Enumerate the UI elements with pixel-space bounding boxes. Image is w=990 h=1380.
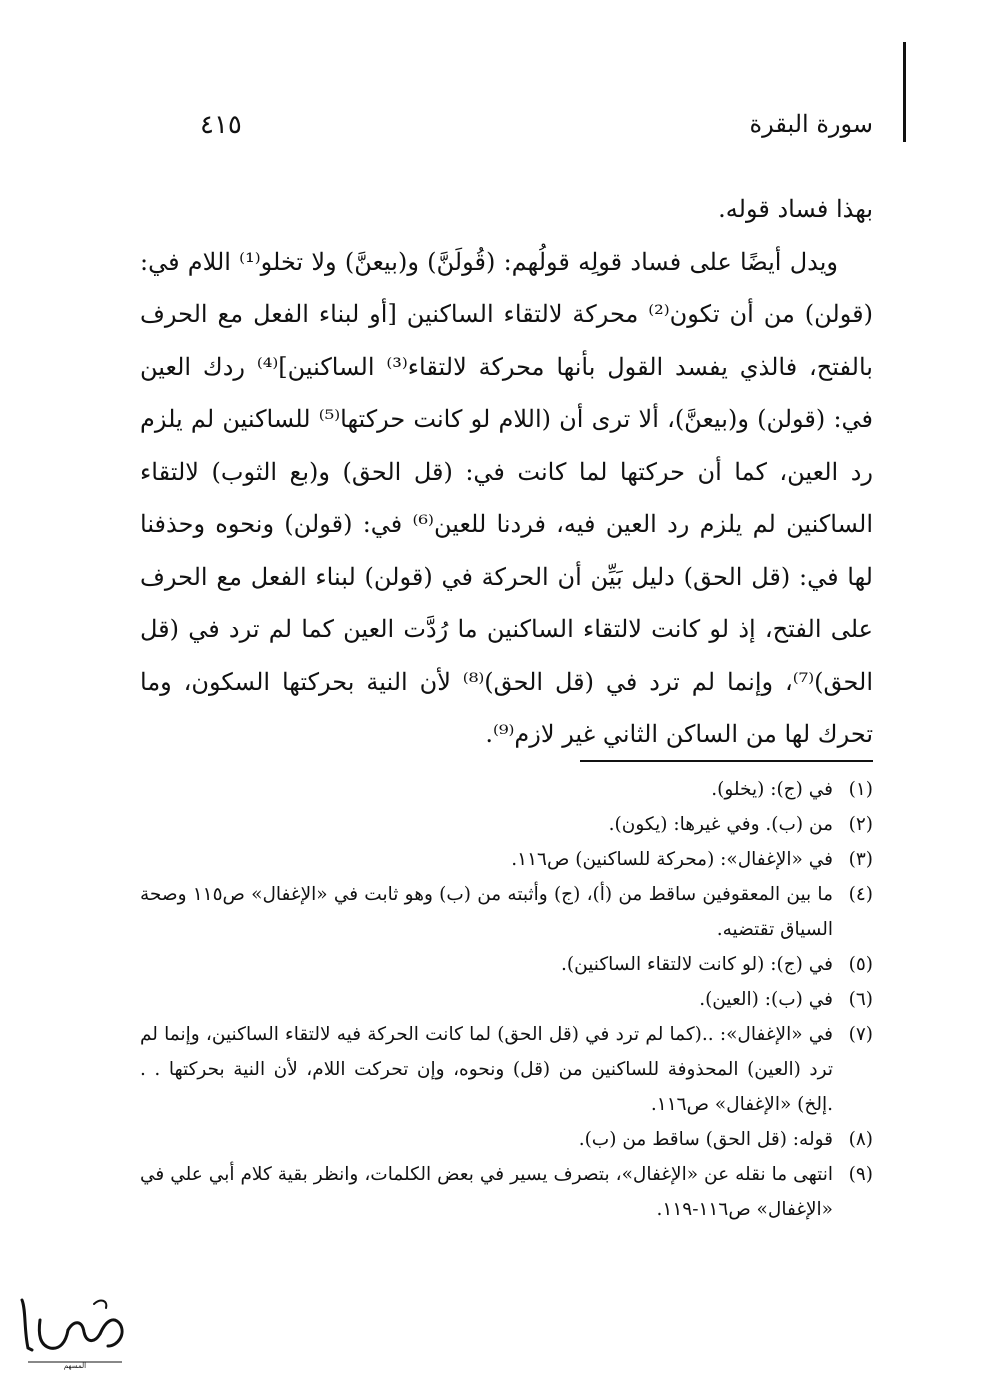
page-header xyxy=(140,110,873,150)
page-edge-line xyxy=(903,42,906,142)
footnote-text: في (ج): (لو كانت لالتقاء الساكنين). xyxy=(561,954,833,975)
footnote-item xyxy=(140,982,873,1017)
footnote-item xyxy=(140,947,873,982)
footnote-text: في «الإغفال»: (محركة للساكنين) ص١١٦. xyxy=(511,849,833,870)
paragraph: ويدل أيضًا على فساد قولِه قولُهم: (قُولَنَّ) و(بيعنَّ) ولا تخلو⁽¹⁾ اللام في: (قولن) من أن تكون⁽²⁾ محركة لالتقاء الساكنين [أو لبناء الفعل مع الحرف بالفتح، فالذي يفسد القول بأنها محركة لالتقاء⁽³⁾ الساكنين]⁽⁴⁾ ردك العين في: (قولن) و(بيعنَّ)، ألا ترى أن (اللام لو كانت حركتها⁽⁵⁾ للساكنين لم يلزم رد العين، كما أن حركتها لما كانت في: (قل الحق) و(بع الثوب) لالتقاء الساكنين لم يلزم رد العين فيه، فردنا للعين⁽⁶⁾ في: (قولن) ونحوه وحذفنا لها في: (قل الحق) دليل بَيِّن أن الحركة في (قولن) لبناء الفعل مع الحرف على الفتح، إذ لو كانت لالتقاء الساكنين ما رُدَّت العين كما لم ترد في (قل الحق)⁽⁷⁾، وإنما لم ترد في (قل الحق)⁽⁸⁾ لأن النية بحركتها السكون، وما تحرك لها من الساكن الثاني غير لازم⁽⁹⁾. xyxy=(140,247,874,748)
running-title: سورة البقرة xyxy=(749,110,873,138)
footnote-item xyxy=(140,877,873,947)
footnote-text: ما بين المعقوفين ساقط من (أ)، (ج) وأثبته من (ب) وهو ثابت في «الإغفال» ص١١٥ وصحة السياق تقتضيه. xyxy=(140,884,833,940)
footnote-item xyxy=(140,842,873,877)
page-number: ٤١٥ xyxy=(200,110,242,140)
publisher-stamp-logo xyxy=(10,1290,140,1370)
footnote-number: (٣) xyxy=(848,849,873,870)
footnote-number: (٧) xyxy=(848,1024,873,1045)
footnote-item xyxy=(140,1122,873,1157)
paragraph: بهذا فساد قوله. xyxy=(718,195,873,223)
footnote-text: في (ج): (يخلو). xyxy=(711,779,833,800)
footnote-number: (١) xyxy=(848,779,873,800)
footnotes xyxy=(140,772,873,1227)
footnote-number: (٨) xyxy=(848,1129,873,1150)
footnote-number: (٩) xyxy=(848,1164,873,1185)
footnote-text: في «الإغفال»: ..(كما لم ترد في (قل الحق) لما كانت الحركة فيه لالتقاء الساكنين، وإنما لم ترد (العين) المحذوفة للساكنين من (قل) ونحوه، وإن تحركت اللام، لأن النية بحركتها . . .إلخ) «الإغفال» ص١١٦. xyxy=(140,1024,833,1115)
footnote-item xyxy=(140,1017,873,1122)
footnote-number: (٤) xyxy=(848,884,873,905)
footnote-item xyxy=(140,772,873,807)
footnote-text: من (ب). وفي غيرها: (يكون). xyxy=(608,814,833,835)
footnote-item xyxy=(140,1157,873,1227)
footnote-number: (٥) xyxy=(848,954,873,975)
footnote-item xyxy=(140,807,873,842)
footnote-separator xyxy=(580,760,873,762)
stamp-text: المسهم xyxy=(63,1362,87,1370)
footnote-text: قوله: (قل الحق) ساقط من (ب). xyxy=(578,1129,833,1150)
footnote-text: في (ب): (العين). xyxy=(699,989,833,1010)
main-text xyxy=(140,183,873,761)
footnote-number: (٦) xyxy=(848,989,873,1010)
footnote-text: انتهى ما نقله عن «الإغفال»، بتصرف يسير في بعض الكلمات، وانظر بقية كلام أبي علي في «الإغفال» ص١١٦-١١٩. xyxy=(140,1164,833,1220)
footnote-number: (٢) xyxy=(848,814,873,835)
